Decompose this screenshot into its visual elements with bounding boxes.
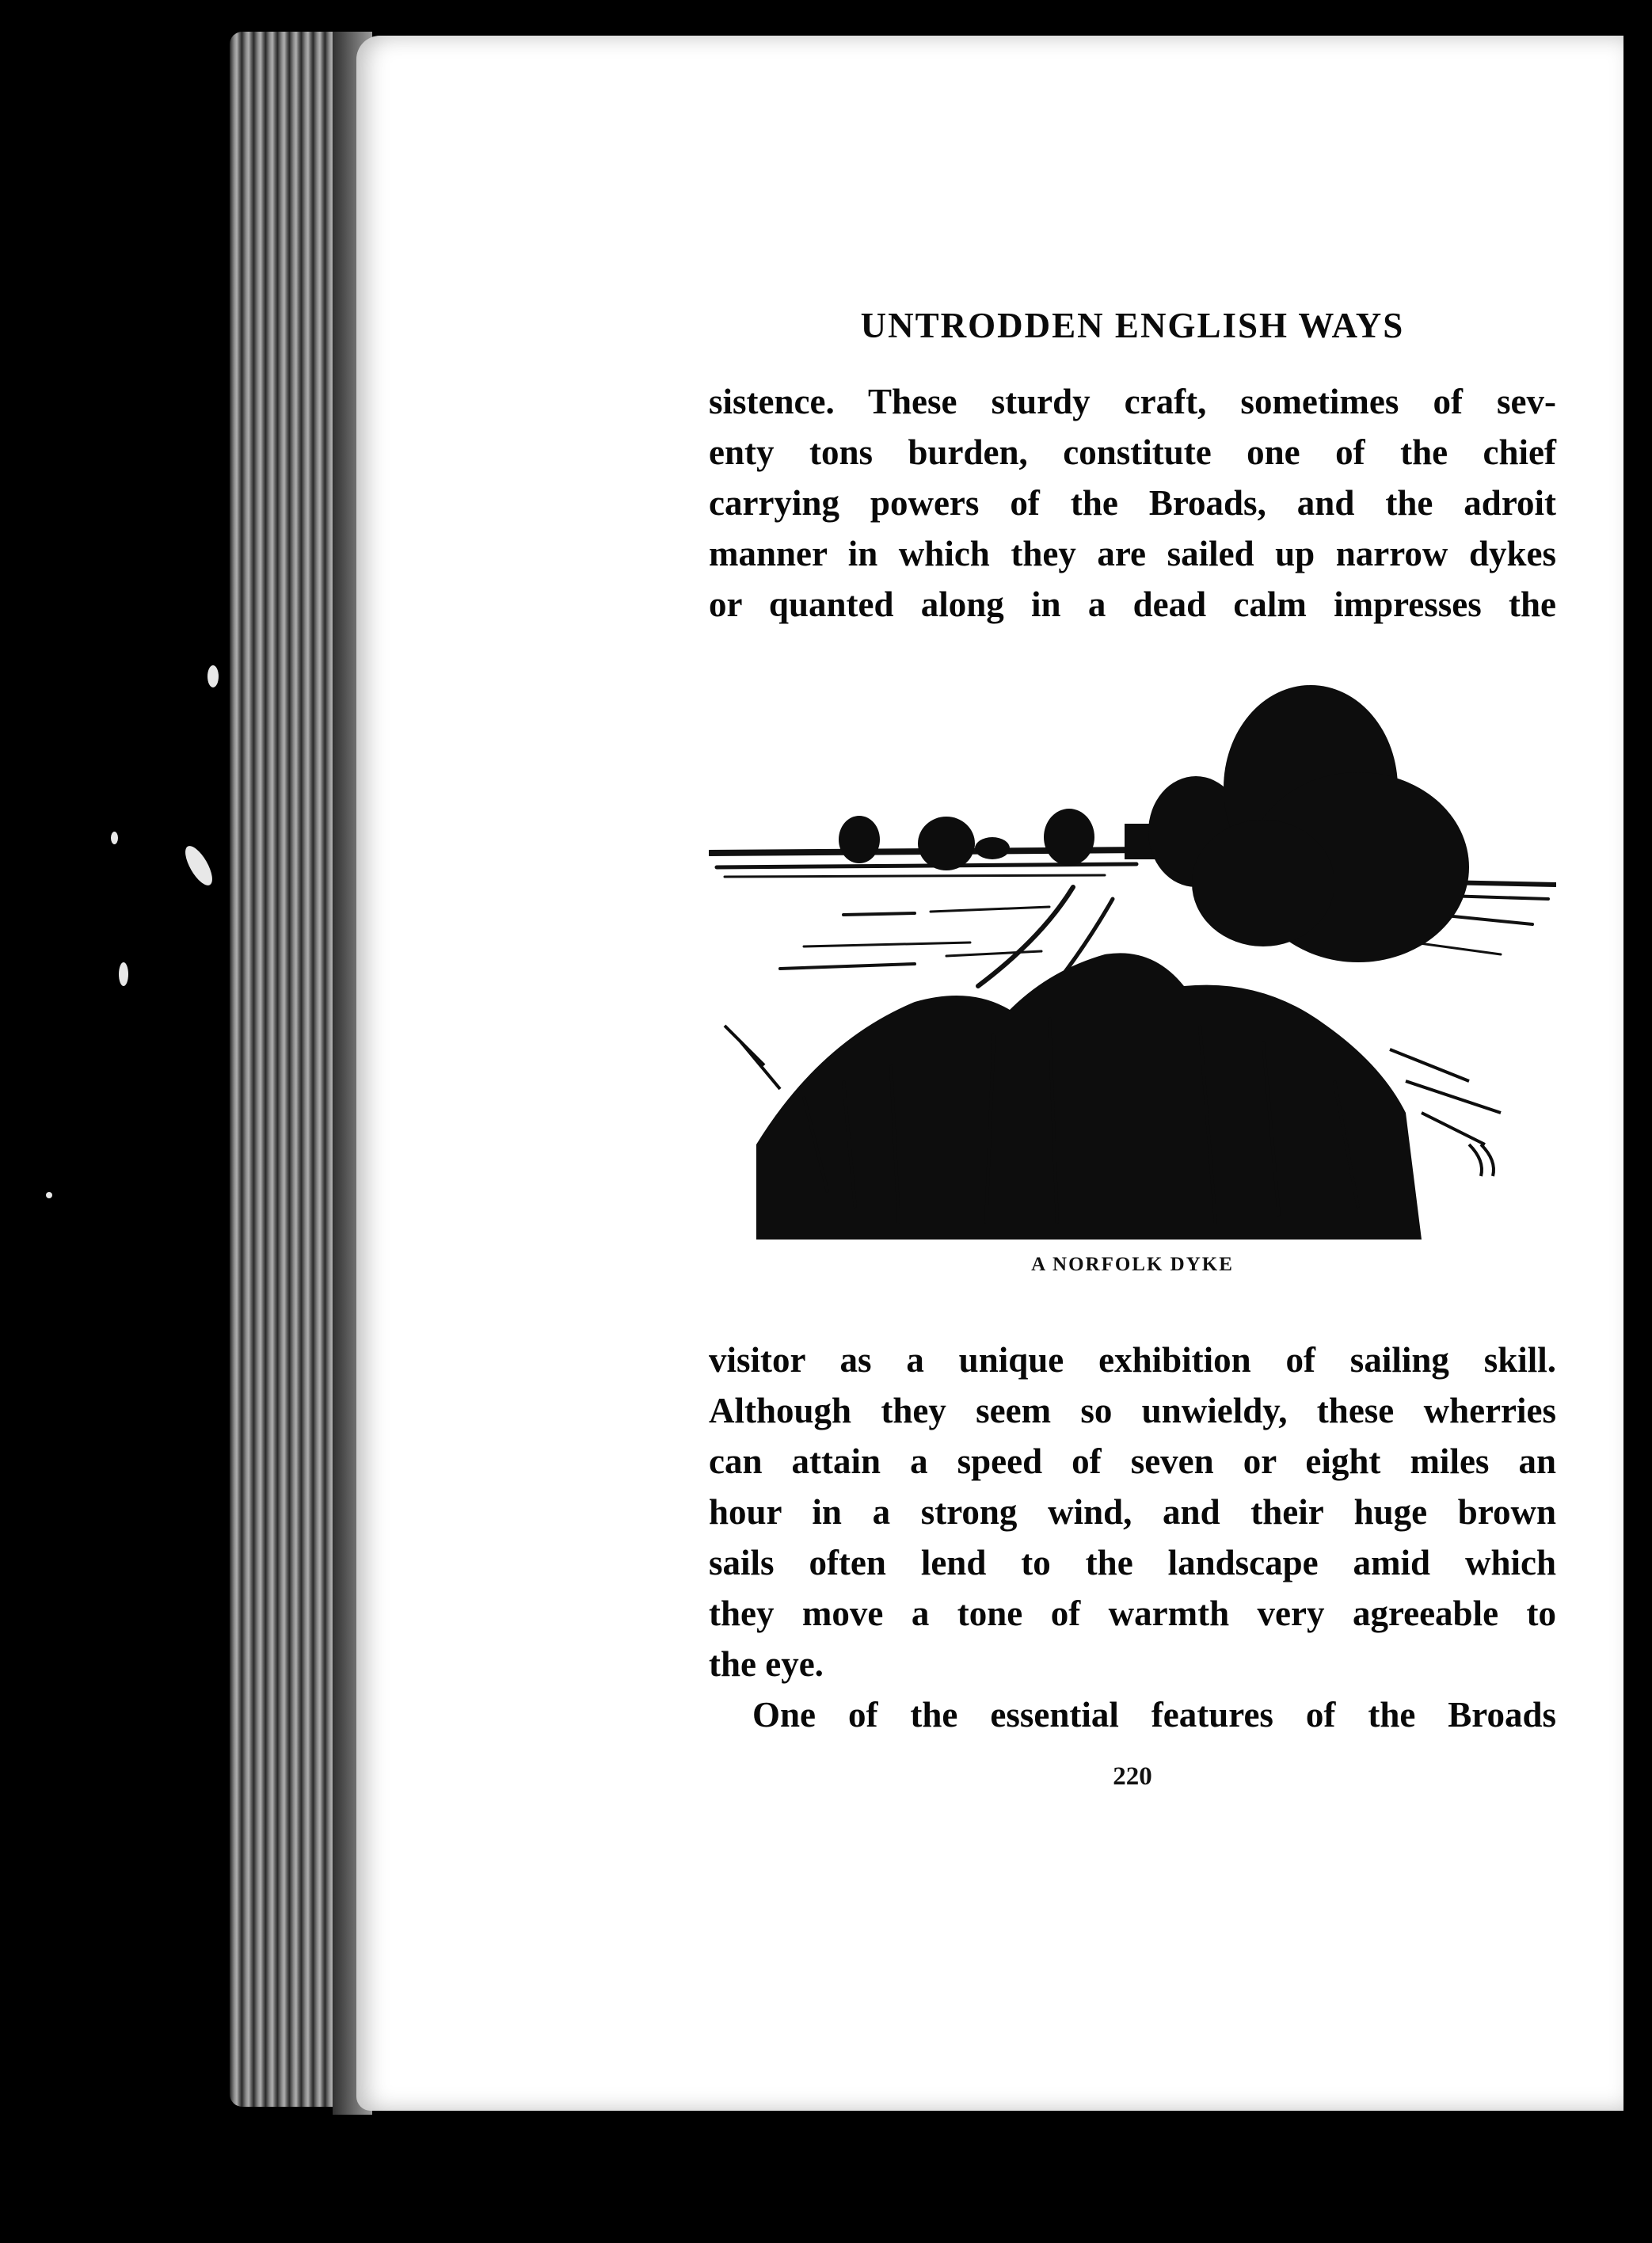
text-line: they move a tone of warmth very agreeable to [709, 1594, 1556, 1633]
dust-speck [207, 665, 219, 687]
text-line: Although they seem so unwieldy, these wherries [709, 1391, 1556, 1430]
paragraph-bottom [709, 1335, 1556, 1740]
illustration-caption: A NORFOLK DYKE [1031, 1254, 1234, 1275]
text-line: One of the essential features of the Broads [752, 1695, 1556, 1735]
text-line: sistence. These sturdy craft, sometimes of sev- [709, 382, 1556, 421]
dust-speck [180, 842, 217, 889]
text-line: hour in a strong wind, and their huge brown [709, 1492, 1556, 1532]
text-line: manner in which they are sailed up narrow dykes [709, 534, 1556, 573]
dust-speck [46, 1192, 52, 1198]
dust-speck [111, 832, 118, 844]
book-page [356, 36, 1623, 2111]
paragraph-top [709, 376, 1556, 630]
running-head: UNTRODDEN ENGLISH WAYS [860, 306, 1405, 345]
text-line: or quanted along in a dead calm impresses the [709, 585, 1556, 624]
text-line: sails often lend to the landscape amid which [709, 1543, 1556, 1582]
page-text-block [709, 36, 1556, 2111]
text-line: carrying powers of the Broads, and the adroit [709, 483, 1556, 523]
page-number: 220 [1113, 1762, 1152, 1791]
text-line: enty tons burden, constitute one of the chief [709, 432, 1556, 472]
text-line: the eye. [709, 1644, 824, 1684]
text-line: visitor as a unique exhibition of sailing skill. [709, 1340, 1556, 1380]
dust-speck [119, 962, 128, 986]
landscape-engraving-icon [709, 669, 1556, 1240]
text-line: can attain a speed of seven or eight miles an [709, 1441, 1556, 1481]
